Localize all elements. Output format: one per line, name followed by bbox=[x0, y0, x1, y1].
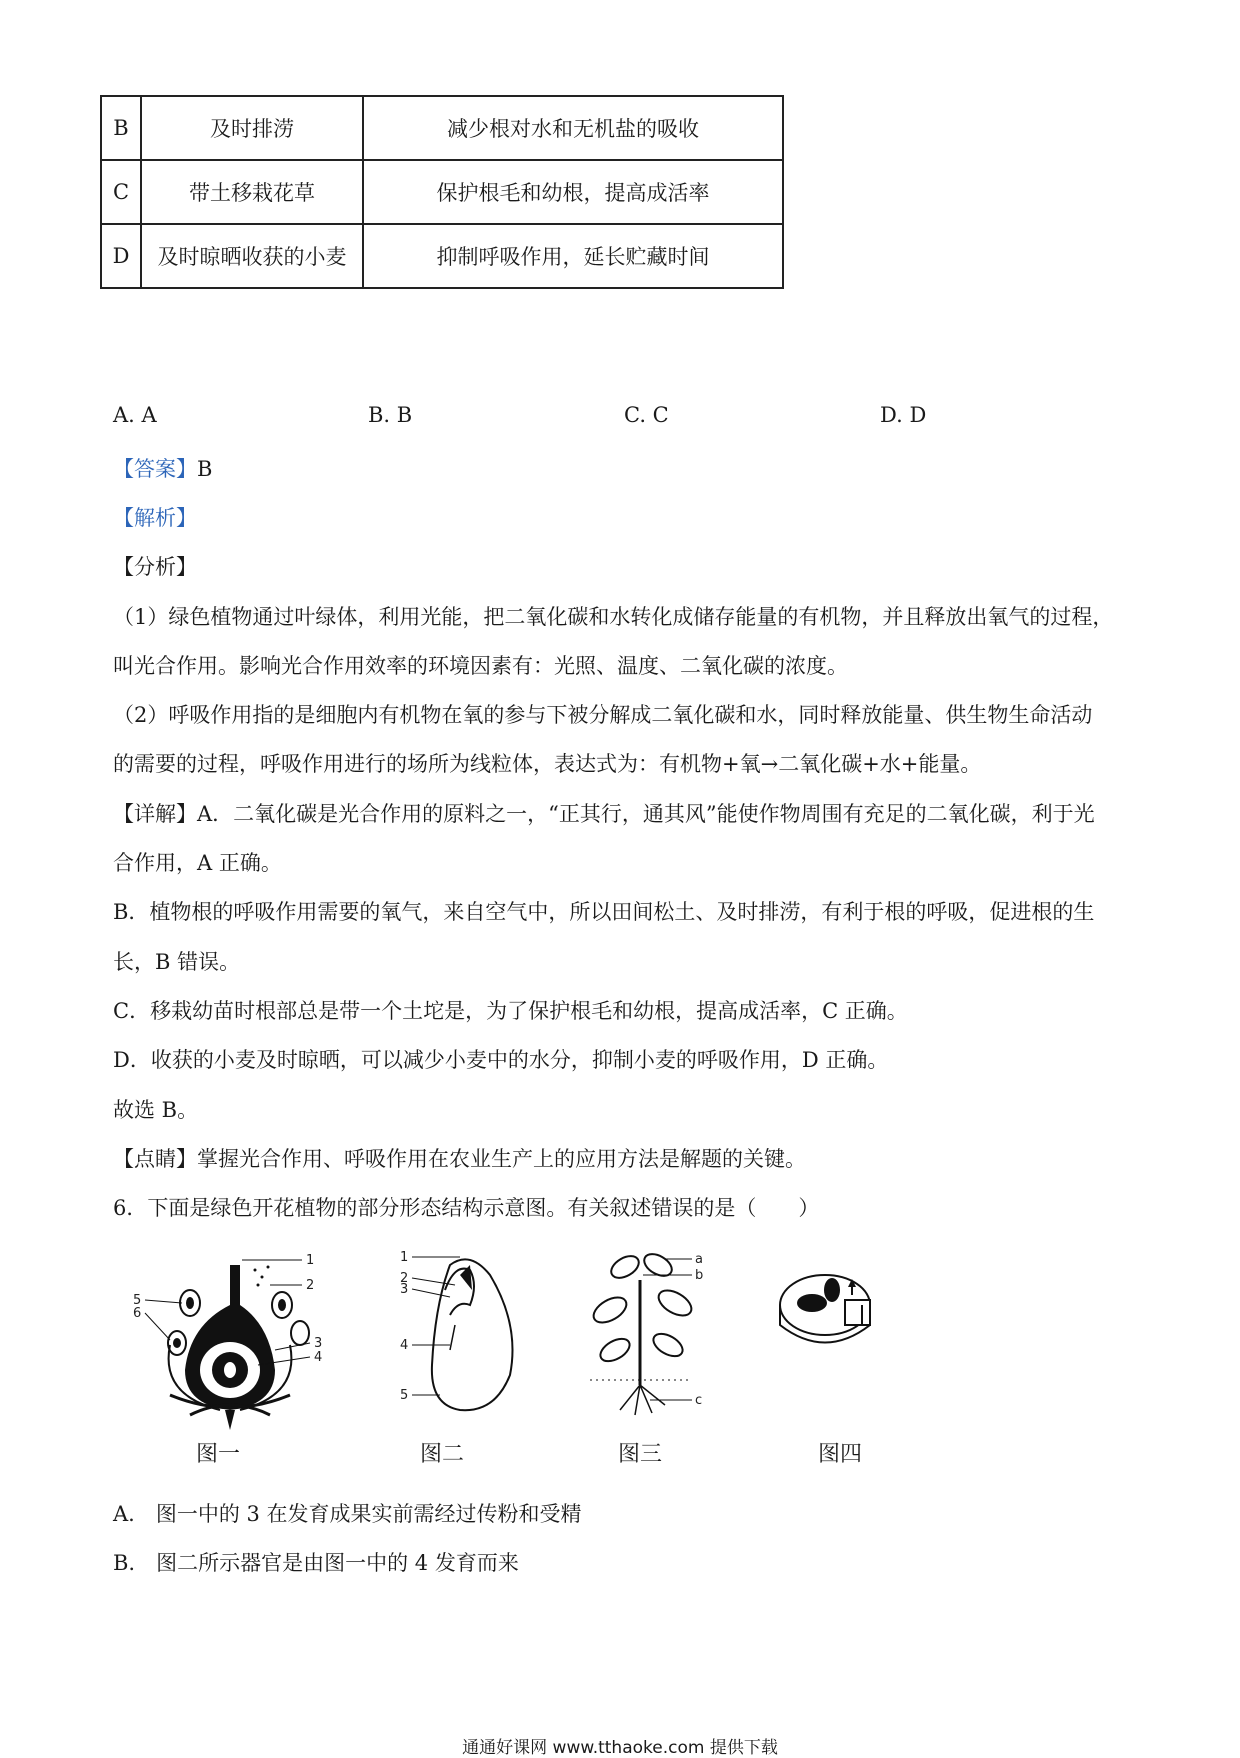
row-practice: 及时排涝 bbox=[141, 96, 363, 160]
analysis-tag: 【解析】 bbox=[113, 506, 197, 530]
text-line: B．植物根的呼吸作用需要的氧气，来自空气中，所以田间松土、及时排涝，有利于根的呼吸，促进根的生 bbox=[113, 900, 1095, 924]
text-line: 【点睛】掌握光合作用、呼吸作用在农业生产上的应用方法是解题的关键。 bbox=[113, 1147, 806, 1171]
row-purpose: 减少根对水和无机盐的吸收 bbox=[363, 96, 783, 160]
text-line: D．收获的小麦及时晾晒，可以减少小麦中的水分，抑制小麦的呼吸作用，D 正确。 bbox=[113, 1048, 889, 1072]
figure-2-label: 图二 bbox=[420, 1442, 465, 1467]
figure-3-label: 图三 bbox=[618, 1442, 663, 1467]
choice-b: B. B bbox=[368, 403, 413, 427]
fig3-mark-c: c bbox=[695, 1393, 703, 1408]
table-row bbox=[101, 160, 783, 224]
text-line: 故选 B。 bbox=[113, 1098, 199, 1122]
options-table bbox=[100, 95, 784, 289]
table-row bbox=[101, 96, 783, 160]
figure-4-label: 图四 bbox=[818, 1442, 863, 1467]
q6-option-a: A. 图一中的 3 在发育成果实前需经过传粉和受精 bbox=[113, 1502, 582, 1526]
fig1-mark-1: 1 bbox=[306, 1253, 315, 1268]
fig1-mark-6: 6 bbox=[133, 1306, 142, 1321]
text-line: （1）绿色植物通过叶绿体，利用光能，把二氧化碳和水转化成储存能量的有机物，并且释放出氧气的过程， bbox=[113, 605, 1114, 629]
row-practice: 带土移栽花草 bbox=[141, 160, 363, 224]
text-line: 长，B 错误。 bbox=[113, 950, 241, 974]
text-line: 合作用，A 正确。 bbox=[113, 851, 282, 875]
choice-c: C. C bbox=[624, 403, 669, 427]
fenxi-tag: 【分析】 bbox=[113, 555, 197, 579]
figure-1-label: 图一 bbox=[196, 1442, 241, 1467]
fig1-mark-5: 5 bbox=[133, 1293, 142, 1308]
figure-2-seed bbox=[400, 1245, 540, 1420]
row-practice: 及时晾晒收获的小麦 bbox=[141, 224, 363, 288]
figure-1-pistil bbox=[130, 1245, 350, 1430]
q6-option-b: B. 图二所示器官是由图一中的 4 发育而来 bbox=[113, 1551, 519, 1575]
fig3-mark-b: b bbox=[695, 1268, 704, 1283]
figure-3-seedling bbox=[580, 1245, 720, 1420]
answer-tag: 【答案】 bbox=[113, 457, 197, 481]
table-row bbox=[101, 224, 783, 288]
row-purpose: 保护根毛和幼根，提高成活率 bbox=[363, 160, 783, 224]
text-line: 叫光合作用。影响光合作用效率的环境因素有：光照、温度、二氧化碳的浓度。 bbox=[113, 654, 848, 678]
row-letter: C bbox=[101, 160, 141, 224]
answer-value: B bbox=[197, 457, 213, 481]
text-line: 【详解】A．二氧化碳是光合作用的原料之一，“正其行，通其风”能使作物周围有充足的二氧化碳，利于光 bbox=[113, 802, 1095, 826]
fig2-mark-1: 1 bbox=[400, 1250, 409, 1265]
figure-4-leaf-section bbox=[770, 1245, 890, 1365]
text-line: C．移栽幼苗时根部总是带一个土坨是，为了保护根毛和幼根，提高成活率，C 正确。 bbox=[113, 999, 908, 1023]
choice-a: A. A bbox=[113, 403, 157, 427]
fig3-mark-a: a bbox=[695, 1252, 703, 1267]
fig2-mark-3: 3 bbox=[400, 1282, 409, 1297]
fig1-mark-4: 4 bbox=[314, 1350, 323, 1365]
text-line: （2）呼吸作用指的是细胞内有机物在氧的参与下被分解成二氧化碳和水，同时释放能量、供生物生命活动 bbox=[113, 703, 1093, 727]
row-letter: D bbox=[101, 224, 141, 288]
fig2-mark-2: 2 bbox=[400, 1271, 409, 1286]
text-line: 的需要的过程，呼吸作用进行的场所为线粒体，表达式为：有机物+氧→二氧化碳+水+能量。 bbox=[113, 752, 982, 776]
page-footer: 通通好课网 www.tthaoke.com 提供下载 bbox=[462, 1738, 778, 1758]
fig1-mark-2: 2 bbox=[306, 1278, 315, 1293]
choice-d: D. D bbox=[880, 403, 927, 427]
row-purpose: 抑制呼吸作用，延长贮藏时间 bbox=[363, 224, 783, 288]
answer-line bbox=[113, 455, 212, 483]
fig1-mark-3: 3 bbox=[314, 1336, 323, 1351]
row-letter: B bbox=[101, 96, 141, 160]
fig2-mark-5: 5 bbox=[400, 1388, 409, 1403]
question-6: 6．下面是绿色开花植物的部分形态结构示意图。有关叙述错误的是（ ） bbox=[113, 1196, 820, 1220]
fig2-mark-4: 4 bbox=[400, 1338, 409, 1353]
